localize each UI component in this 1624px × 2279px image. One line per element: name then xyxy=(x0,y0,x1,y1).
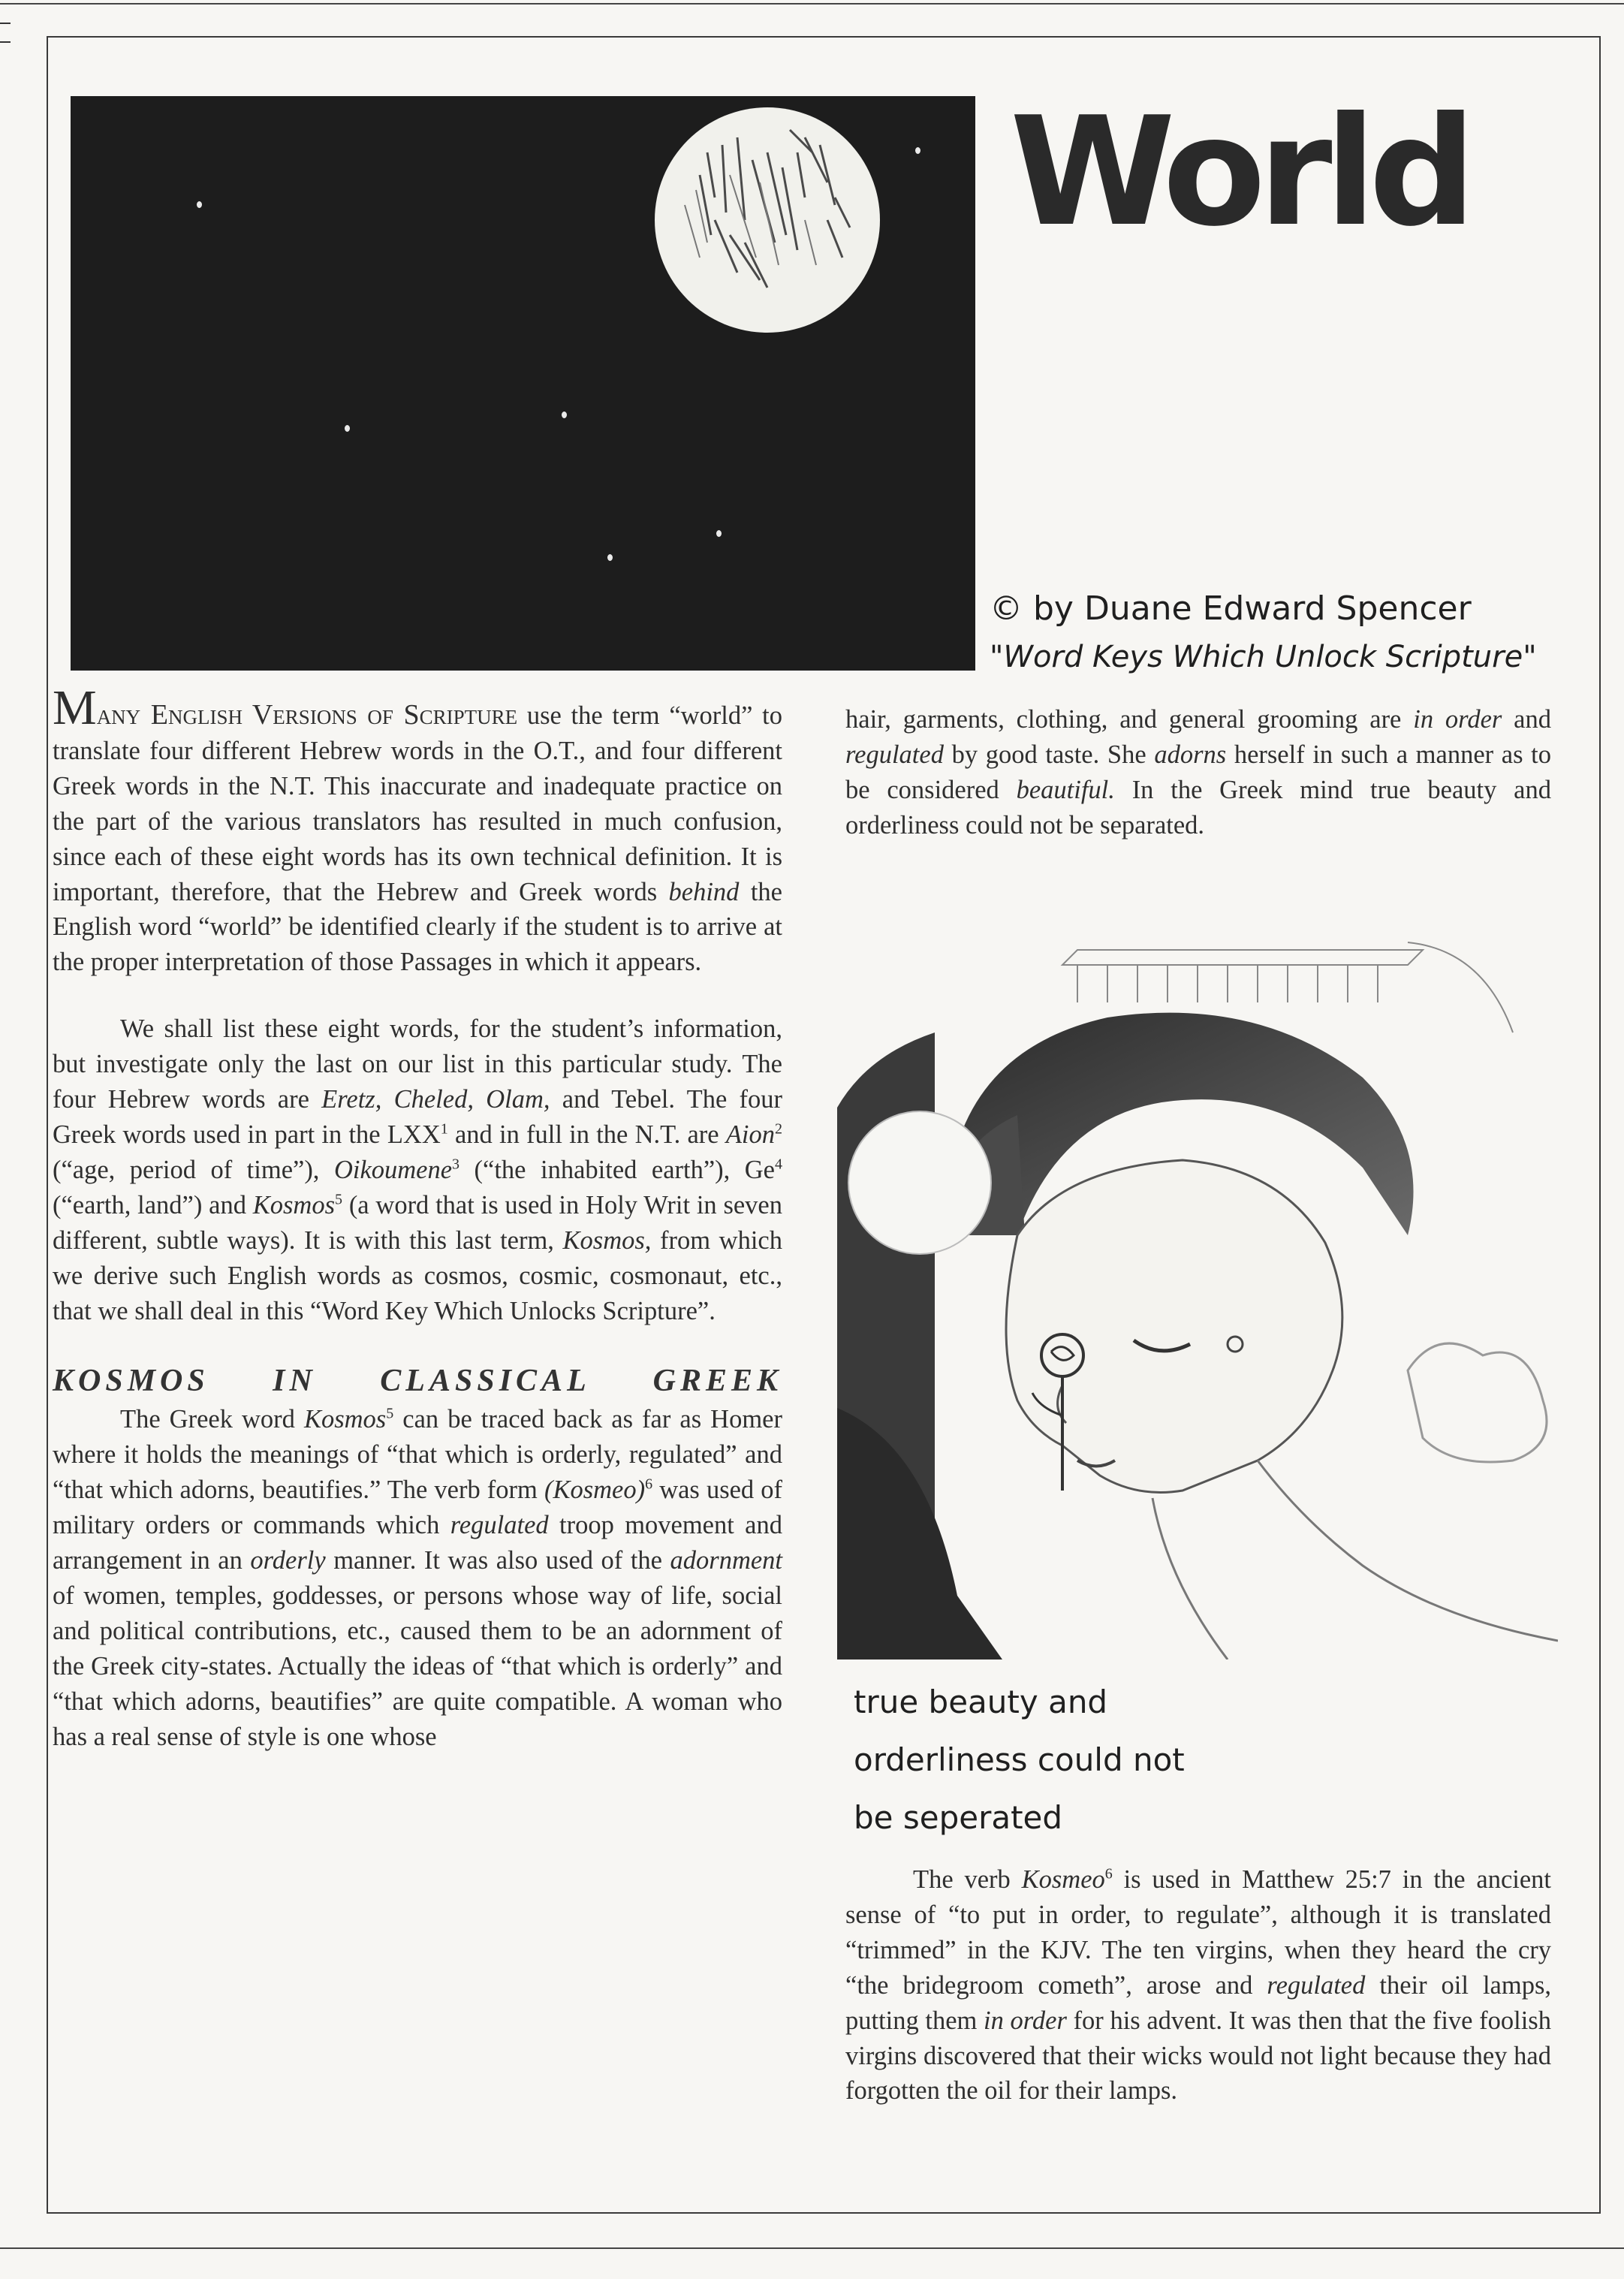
star-icon xyxy=(345,425,350,432)
section-heading: KOSMOS IN CLASSICAL GREEK xyxy=(53,1364,782,1399)
left-column xyxy=(53,680,783,1754)
series-subtitle: "Word Keys Which Unlock Scripture" xyxy=(990,640,1537,674)
star-icon xyxy=(197,201,202,208)
word-list-paragraph: We shall list these eight words, for the student’s information, but investigate only the last on our list in this particular study. The four Hebrew words are Eretz, Cheled, Olam, and Tebel. The four Greek words used in part in the LXX$^1$ and in full in the N.T. are Aion$^2$ (“age, period of time”), Oikoumene$^3$ (“the inhabited earth”), Ge$^4$ (“earth, land”) and Kosmos$^5$ (a word that is used in Holy Writ in seven different, subtle ways). It is with this last term, Kosmos, from which we derive such English words as cosmos, cosmic, cosmonaut, etc., that we shall deal in this “Word Key Which Unlocks Scripture”. xyxy=(53,1014,782,1325)
drop-cap: M xyxy=(53,680,97,735)
star-icon xyxy=(562,411,567,418)
moon-texture-icon xyxy=(655,107,880,333)
page-bottom-rule xyxy=(0,2247,1624,2249)
classical-greek-paragraph: The Greek word Kosmos$^5$ can be traced back as far as Homer where it holds the meanings of “that which is orderly, regulated” and “that which adorns, beautifies.” The verb form (Kosmeo)$^6$ was used of military orders or commands which regulated troop movement and arrangement in an orderly manner. It was also used of the adornment of women, temples, goddesses, or persons whose way of life, social and political contributions, etc., caused them to be an adornment of the Greek city-states. Actually the ideas of “that which is orderly” and “that which adorns, beautifies” are quite compatible. A woman who has a real sense of style is one whose xyxy=(53,1405,783,1751)
illustration-caption: true beauty and orderliness could not be seperated xyxy=(854,1684,1185,1836)
moon-illustration xyxy=(655,107,880,333)
author-byline: © by Duane Edward Spencer xyxy=(990,589,1472,628)
woman-portrait-icon xyxy=(837,920,1558,1660)
right-column-top xyxy=(845,702,1551,843)
smallcaps-lead: any English Versions of Scripture xyxy=(96,699,518,731)
intro-paragraph: Many English Versions of Scripture use the term “world” to translate four different Hebrew words in the O.T., and four different Greek words in the N.T. This inaccurate and inadequate practice on the part of the various translators has resulted in much confusion, since each of these eight words has its own technical definition. It is important, therefore, that the Hebrew and Greek words behind the English word “world” be identified clearly if the student is to arrive at the proper interpretation of those Passages in which it appears. xyxy=(53,680,782,977)
grooming-paragraph: hair, garments, clothing, and general grooming are in order and regulated by good taste. She adorns herself in such a manner as to be considered beautiful. In the Greek mind true beauty and orderliness could not be separated. xyxy=(845,705,1551,840)
star-icon xyxy=(915,147,920,154)
page-edge-mark xyxy=(0,41,11,43)
page-top-rule xyxy=(0,3,1624,5)
matthew-paragraph: The verb Kosmeo$^6$ is used in Matthew 25:7 in the ancient sense of “to put in order, to regulate”, although it is translated “trimmed” in the KJV. The ten virgins, when they heard the cry “the bridegroom cometh”, arose and regulated their oil lamps, putting them in order for his advent. It was then that the five foolish virgins discovered that their wicks would not light because they had forgotten the oil for their lamps. xyxy=(845,1865,1551,2106)
night-sky-illustration xyxy=(71,96,975,671)
article-title: World xyxy=(1010,85,1469,260)
right-column-bottom xyxy=(845,1862,1551,2109)
star-icon xyxy=(716,530,722,537)
woman-with-rose-illustration xyxy=(837,920,1558,1660)
page-edge-mark xyxy=(0,23,11,24)
star-icon xyxy=(607,554,613,561)
